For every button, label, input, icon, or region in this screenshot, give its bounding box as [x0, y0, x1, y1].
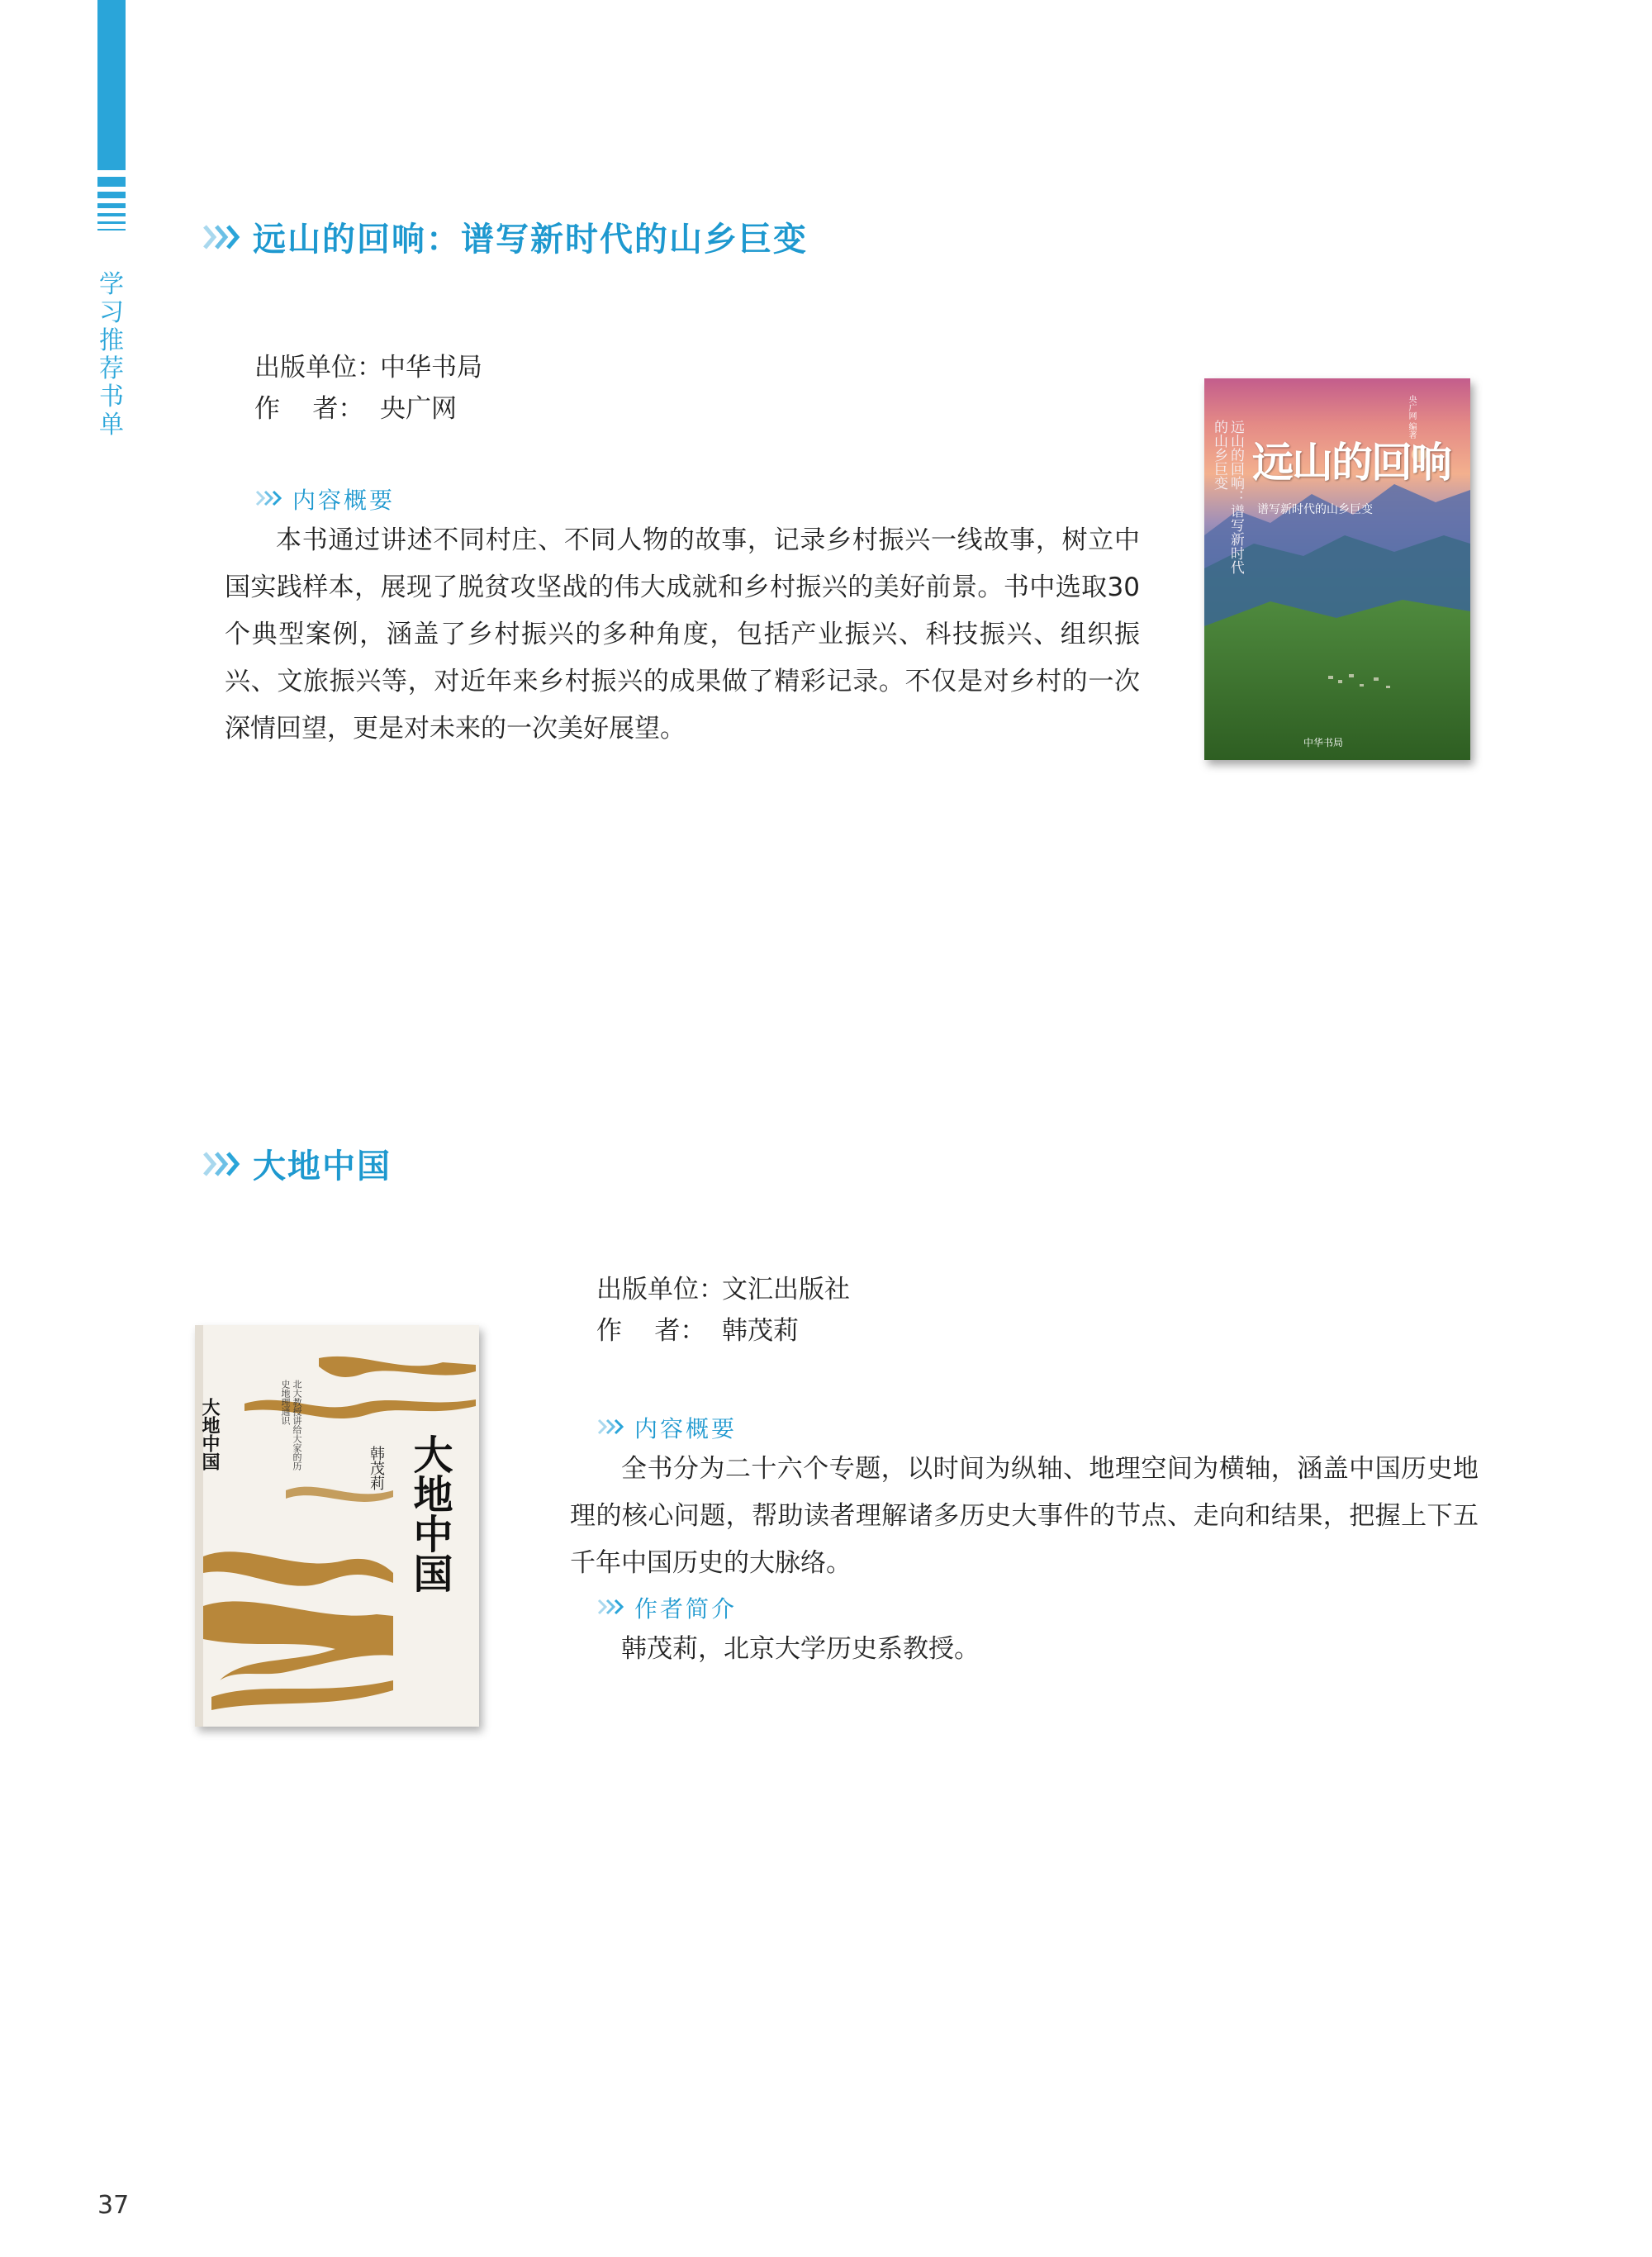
- author-value: 央广网: [380, 394, 457, 424]
- publisher-value: 文汇出版社: [722, 1275, 850, 1304]
- cover-tagline: 北大教授讲给大家的历史地理通识: [280, 1380, 302, 1471]
- cover-side-title: 大地中国: [199, 1398, 221, 1471]
- cover-subtitle: 谱写新时代的山乡巨变: [1257, 503, 1373, 516]
- cover-title: 远山的回响: [1252, 438, 1450, 487]
- author-label: 作 者：: [596, 1316, 706, 1346]
- author-intro-paragraph: 韩茂莉，北京大学历史系教授。: [621, 1634, 980, 1664]
- cover-author-mark: 韩茂莉: [368, 1446, 385, 1490]
- summary-section-label: 内容概要: [596, 1411, 737, 1444]
- cover-author-mark: 央广网 编著: [1407, 395, 1416, 440]
- book-meta: [254, 347, 482, 430]
- sidebar-stripe: [97, 192, 126, 198]
- author-label: 作 者：: [254, 394, 364, 424]
- sidebar-section-label: 学 习 推 荐 书 单: [99, 270, 124, 440]
- book-title: 大地中国: [202, 1140, 392, 1187]
- author-row: [596, 1310, 850, 1352]
- publisher-row: [254, 347, 482, 388]
- book-cover-image: [1204, 378, 1470, 760]
- author-intro-section-label: 作者简介: [596, 1591, 737, 1624]
- book-cover-image: [195, 1325, 479, 1727]
- author-value: 韩茂莉: [722, 1316, 799, 1346]
- sidebar-stripe: [97, 229, 126, 230]
- summary-section-label: 内容概要: [254, 482, 395, 516]
- sidebar-accent-bar: [97, 0, 126, 170]
- book-title: 远山的回响：谱写新时代的山乡巨变: [202, 213, 808, 260]
- page-number: 37: [97, 2191, 130, 2220]
- cover-publisher-mark: 中华书局: [1303, 737, 1344, 748]
- cover-title: 大地中国: [406, 1434, 453, 1593]
- sidebar-stripe: [97, 221, 126, 224]
- publisher-label: 出版单位：: [596, 1275, 724, 1304]
- cover-vertical-title: 远山的回响：谱写新时代的山乡巨变: [1211, 420, 1244, 574]
- double-chevron-icon: [254, 486, 284, 513]
- double-chevron-icon: [596, 1414, 626, 1442]
- summary-paragraph: 全书分为二十六个专题，以时间为纵轴、地理空间为横轴，涵盖中国历史地理的核心问题，帮助读者理解诸多历史大事件的节点、走向和结果，把握上下五千年中国历史的大脉络。: [570, 1454, 1479, 1578]
- sidebar-stripe: [97, 213, 126, 216]
- summary-paragraph: 本书通过讲述不同村庄、不同人物的故事，记录乡村振兴一线故事，树立中国实践样本，展现了脱贫攻坚战的伟大成就和乡村振兴的美好前景。书中选取30个典型案例，涵盖了乡村振兴的多种角度，包括产业振兴、科技振兴、组织振兴、文旅振兴等，对近年来乡村振兴的成果做了精彩记录。不仅是对乡村的一次深情回望，更是对未来的一次美好展望。: [225, 525, 1140, 744]
- publisher-value: 中华书局: [380, 353, 482, 383]
- book-meta: [596, 1269, 850, 1352]
- triple-chevron-icon: [202, 223, 244, 251]
- publisher-row: [596, 1269, 850, 1310]
- sidebar-stripe: [97, 177, 126, 187]
- triple-chevron-icon: [202, 1150, 244, 1178]
- publisher-label: 出版单位：: [254, 353, 382, 383]
- sidebar-stripe: [97, 203, 126, 208]
- double-chevron-icon: [596, 1594, 626, 1622]
- author-row: [254, 388, 482, 430]
